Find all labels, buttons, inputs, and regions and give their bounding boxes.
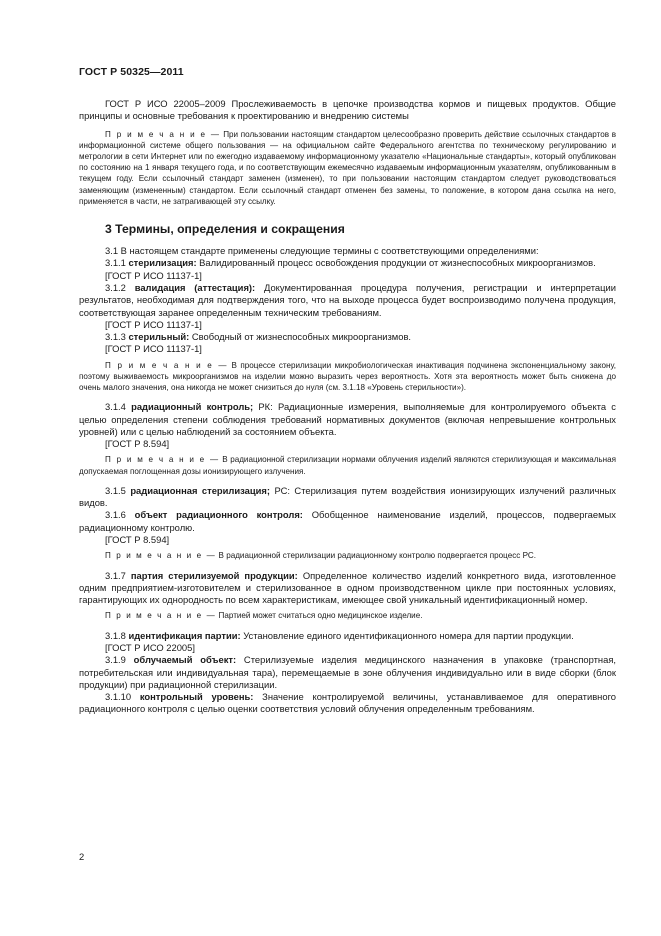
document-header: ГОСТ Р 50325—2011 [79, 66, 184, 78]
term-name: стерилизация: [128, 257, 197, 269]
term-definition: 3.1.7 партия стерилизуемой продукции: Определенное количество изделий конкретного вида, изготовленное одним предприятием-изготовителем и стерилизованное в одном производственном цикле при постоянных условиях, гарантирующих их однородность по всем характеристикам, имеющее свой уникальный идентификационный номер. [79, 569, 616, 606]
terms-intro: 3.1 В настоящем стандарте применены следующие термины с соответствующими определениями: [105, 245, 539, 257]
term-source: [ГОСТ Р 8.594] [105, 534, 170, 546]
term-definition: 3.1.10 контрольный уровень: Значение контролируемой величины, устанавливаемое для оперативного радиационного контроля с целью оценки соответствия условий облучения определенным требованиям. [79, 691, 616, 715]
term-source: [ГОСТ Р 8.594] [105, 438, 170, 450]
term-source: [ГОСТ Р ИСО 11137-1] [105, 343, 202, 355]
term-definition: 3.1.2 валидация (аттестация): Документированная процедура получения, регистрации и интерпретации результатов, необходимая для подтверждения того, что на выходе процесса будет воспроизводимо получена продукция, соответствующая заранее определенным техническим требованиям. [79, 281, 616, 318]
term-definition: 3.1.1 стерилизация: Валидированный процесс освобождения продукции от жизнеспособных микроорганизмов. [105, 257, 596, 269]
note-label: П р и м е ч а н и е — [105, 129, 221, 139]
term-source: [ГОСТ Р ИСО 11137-1] [105, 318, 202, 330]
term-note: П р и м е ч а н и е — В процессе стерилизации микробиологическая инактивация подчинена экспоненциальному закону, поэтому выживаемость микроорганизмов на изделии можно выразить через вероятность. Хотя эта вероятность может быть снижена до очень малого значения, она никогда не может снизиться до нуля (см. 3.1.18 «Уровень стерильности»). [79, 360, 617, 393]
term-note: П р и м е ч а н и е — В радиационной стерилизации нормами облучения изделий являются стерилизующая и максимальная допускаемая поглощенная дозы ионизирующего излучения. [79, 455, 616, 476]
term-name: валидация (аттестация): [134, 281, 256, 293]
term-name: объект радиационного контроля: [134, 509, 303, 521]
term-source: [ГОСТ Р ИСО 22005] [105, 641, 195, 653]
term-note: П р и м е ч а н и е — В радиационной стерилизации радиационному контролю подвергается процесс РС. [105, 551, 536, 561]
note-references [79, 129, 616, 207]
term-name: радиационная стерилизация; [130, 484, 270, 496]
term-name: контрольный уровень: [139, 691, 254, 703]
term-name: стерильный: [128, 331, 190, 343]
term-definition: 3.1.3 стерильный: Свободный от жизнеспособных микроорганизмов. [105, 331, 412, 343]
term-source: [ГОСТ Р ИСО 11137-1] [105, 269, 202, 281]
page-number: 2 [79, 851, 85, 862]
term-definition: 3.1.4 радиационный контроль; РК: Радиационные измерения, выполняемые для контролируемого объекта с целью определения степени соблюдения требований нормативных документов (включая непревышение контрольных уровней) или с целью наблюдений за состоянием объекта. [79, 401, 616, 437]
note-text: При пользовании настоящим стандартом целесообразно проверить действие ссылочных стандартов в информационной системе общего пользования — на официальном сайте Федерального агентства по техническому регулированию и метрологии в сети Интернет или по ежегодно издаваемому информационному указателю «Национальные стандарты», который опубликован по состоянию на 1 января текущего года, и по соответствующим ежемесячно издаваемым информационным указателям, опубликованным в текущем году. Если ссылочный стандарт заменен (изменен), то при пользовании настоящим стандартом следует руководствоваться заменяющим (измененным) стандартом. Если ссылочный стандарт отменен без замены, то положение, в котором дана ссылка на него, применяется в части, не затрагивающей эту ссылку. [79, 129, 616, 206]
normative-reference: ГОСТ Р ИСО 22005–2009 Прослеживаемость в цепочке производства кормов и пищевых продуктов. Общие принципы и основные требования к проектированию и внедрению системы [79, 98, 616, 122]
section-heading: 3 Термины, определения и сокращения [105, 222, 345, 237]
term-name: идентификация партии: [128, 629, 241, 641]
term-definition: 3.1.9 облучаемый объект: Стерилизуемые изделия медицинского назначения в упаковке (транспортная, потребительская или индивидуальная тара), перемещаемые в зоне облучения индивидуально или в виде сборки (блок продукции) при радиационной стерилизации. [79, 654, 616, 690]
term-definition: 3.1.6 объект радиационного контроля: Обобщенное наименование изделий, процессов, подвергаемых радиационному контролю. [79, 509, 616, 533]
term-definition: 3.1.8 идентификация партии: Установление единого идентификационного номера для партии продукции. [105, 629, 574, 641]
term-note: П р и м е ч а н и е — Партией может считаться одно медицинское изделие. [105, 611, 423, 621]
term-name: радиационный контроль; [131, 401, 254, 413]
term-name: партия стерилизуемой продукции: [130, 569, 298, 581]
term-name: облучаемый объект: [133, 654, 237, 666]
term-definition: 3.1.5 радиационная стерилизация; РС: Стерилизация путем воздействия ионизирующих излучений различных видов. [79, 484, 616, 509]
page-body [79, 98, 616, 716]
